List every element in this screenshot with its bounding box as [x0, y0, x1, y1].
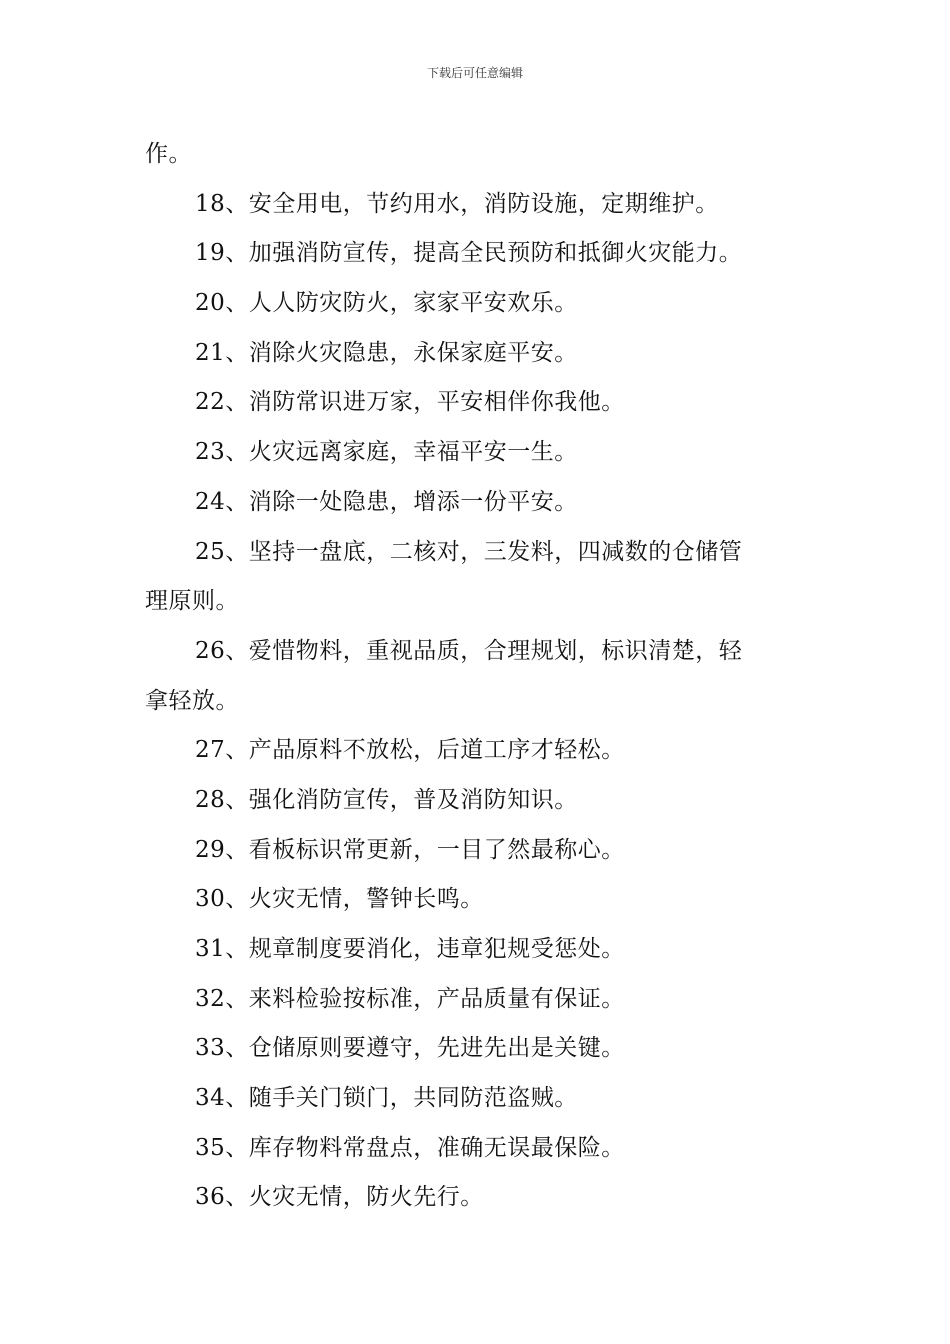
text-line-8: 25、坚持一盘底，二核对，三发料，四减数的仓储管 — [195, 538, 743, 565]
text-line-5: 22、消防常识进万家，平安相伴你我他。 — [195, 389, 625, 416]
text-line-2: 19、加强消防宣传，提高全民预防和抵御火灾能力。 — [195, 240, 743, 267]
text-line-18: 33、仓储原则要遵守，先进先出是关键。 — [195, 1035, 625, 1062]
text-line-6: 23、火灾远离家庭，幸福平安一生。 — [195, 439, 578, 466]
text-line-20: 35、库存物料常盘点，准确无误最保险。 — [195, 1134, 625, 1161]
text-line-11: 拿轻放。 — [145, 687, 239, 714]
text-line-9: 理原则。 — [145, 588, 239, 615]
text-line-12: 27、产品原料不放松，后道工序才轻松。 — [195, 737, 625, 764]
text-line-19: 34、随手关门锁门，共同防范盗贼。 — [195, 1085, 578, 1112]
document-body — [145, 130, 810, 1223]
text-line-7: 24、消除一处隐患，增添一份平安。 — [195, 488, 578, 515]
text-line-1: 18、安全用电，节约用水，消防设施，定期维护。 — [195, 190, 719, 217]
text-line-3: 20、人人防灾防火，家家平安欢乐。 — [195, 290, 578, 317]
text-line-0: 作。 — [145, 141, 192, 167]
text-line-17: 32、来料检验按标准，产品质量有保证。 — [195, 985, 625, 1012]
text-line-15: 30、火灾无情，警钟长鸣。 — [195, 886, 484, 913]
text-line-16: 31、规章制度要消化，违章犯规受惩处。 — [195, 936, 625, 962]
text-line-4: 21、消除火灾隐患，永保家庭平安。 — [195, 339, 578, 366]
text-line-14: 29、看板标识常更新，一目了然最称心。 — [195, 836, 625, 863]
text-line-10: 26、爱惜物料，重视品质，合理规划，标识清楚，轻 — [195, 637, 743, 664]
text-line-13: 28、强化消防宣传，普及消防知识。 — [195, 786, 578, 813]
text-line-21: 36、火灾无情，防火先行。 — [195, 1184, 484, 1211]
page-header: 下载后可任意编辑 — [426, 66, 523, 80]
